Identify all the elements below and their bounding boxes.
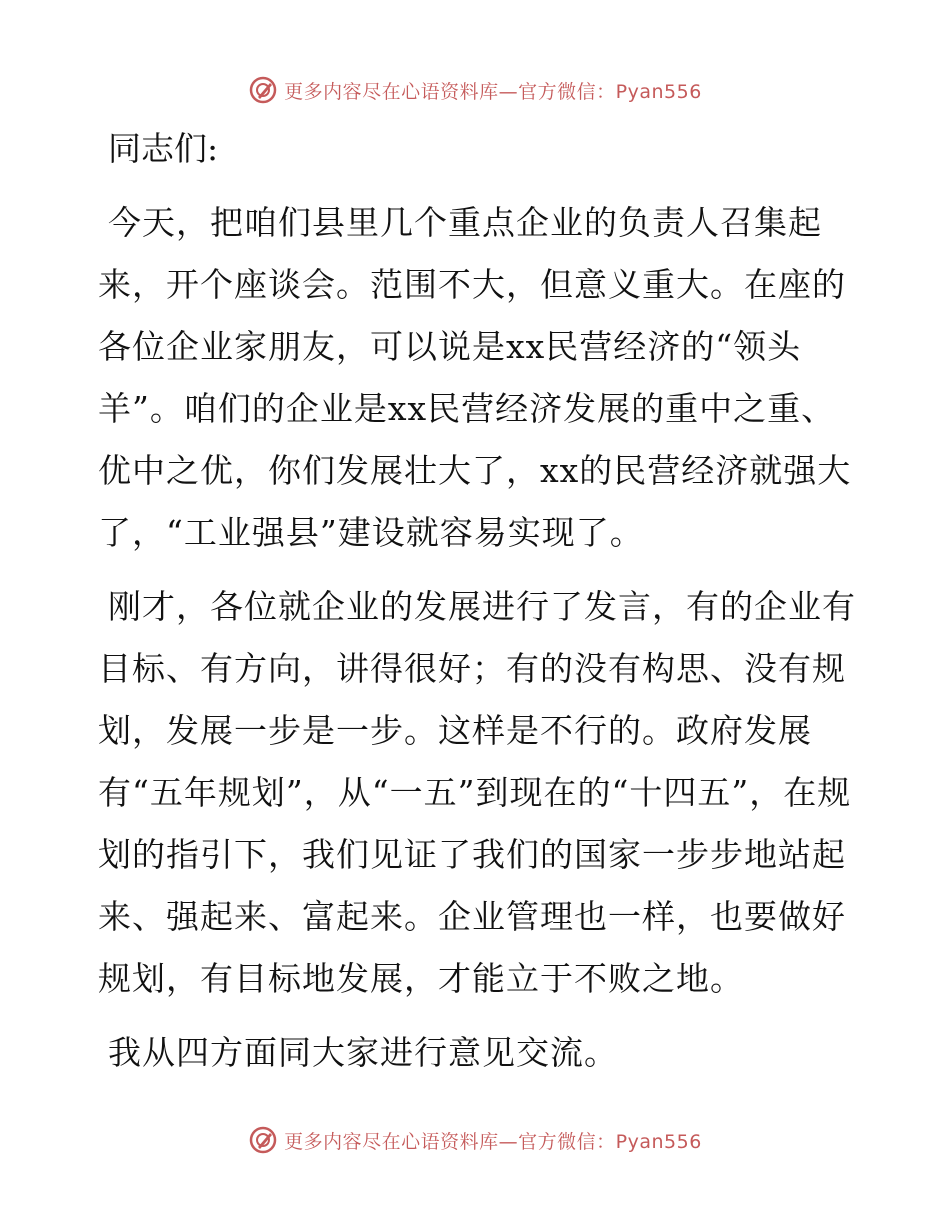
salutation: 同志们: [108, 129, 219, 168]
header-watermark [0, 70, 950, 110]
footer-watermark [0, 1120, 950, 1160]
paragraph-2: 刚才，各位就企业的发展进行了发言，有的企业有目标、有方向，讲得很好；有的没有构思、没有规划，发展一步是一步。这样是不行的。政府发展有“五年规划”，从“一五”到现在的“十四五”，在规划的指引下，我们见证了我们的国家一步步地站起来、强起来、富起来。企业管理也一样，也要做好规划，有目标地发展，才能立于不败之地。 [98, 587, 856, 998]
watermark-text: 更多内容尽在心语资料库—官方微信：Pyan556 [284, 80, 702, 103]
paragraph-3: 我从四方面同大家进行意见交流。 [108, 1033, 618, 1072]
document-body [98, 118, 858, 1084]
pen-logo-icon [248, 75, 278, 105]
pen-logo-icon [248, 1125, 278, 1155]
watermark-text: 更多内容尽在心语资料库—官方微信：Pyan556 [284, 1130, 702, 1153]
paragraph-1: 今天，把咱们县里几个重点企业的负责人召集起来，开个座谈会。范围不大，但意义重大。在座的各位企业家朋友，可以说是xx民营经济的“领头羊”。咱们的企业是xx民营经济发展的重中之重、优中之优，你们发展壮大了，xx的民营经济就强大了，“工业强县”建设就容易实现了。 [98, 203, 852, 552]
